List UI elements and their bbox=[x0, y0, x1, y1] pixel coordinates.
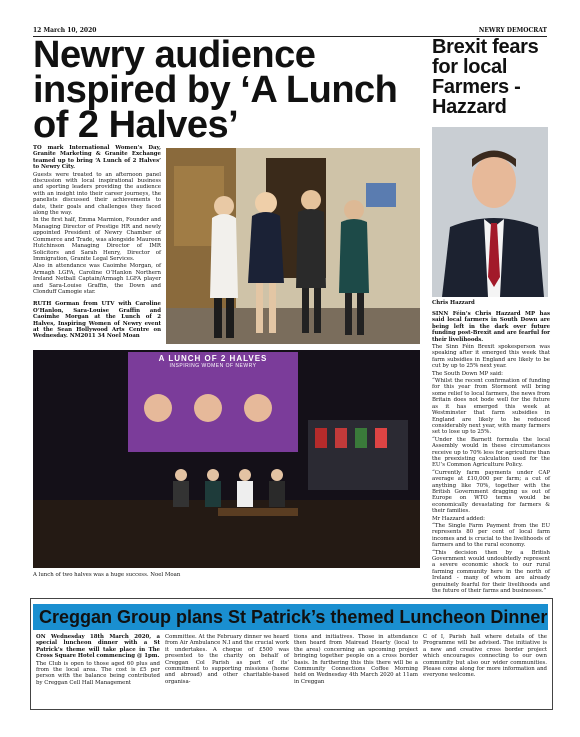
main-lead: TO mark International Women’s Day, Granite Marketing & Granite Exchange teamed up to bring ‘A Lunch of 2 Halves’ to Newry City. bbox=[33, 145, 161, 171]
bottom-col-2: Committee. At the February dinner we heard from Air Ambulance N.I and the crucial work it undertakes. A cheque of £500 was presented to the charity on behalf of Creggan Col Parish as part of its’ commitment to supporting missions (home and abroad) and other charitable-based organisa- bbox=[165, 634, 289, 685]
side-headline: Brexit fears for local Farmers - Hazzard bbox=[432, 36, 539, 118]
bottom-para: The Club is open to those aged 60 plus and from the local area. The cost is £5 per person with the balance being contributed by Creggan Cell Hall Management bbox=[36, 660, 160, 686]
side-para: Mr Hazzard added: bbox=[432, 515, 485, 522]
main-para: Also in attendance was Caoimhe Morgan, of Armagh LGFA, Caroline O’Hanlon Northern Ireland Netball Captain/Armagh LGFA player and Sara-Louise Graffin, the Down and Clonduff Camogie star. bbox=[33, 263, 161, 295]
bottom-col-3: tions and initiatives. Those in attendance then heard from Mairead Hearty (local to the area) concerning an upcoming project bringing together people on a cross border basis. In furthering this this there will be a Community Connections Coffee Morning held on Wednesday 4th March 2020 at 11am in Creggan bbox=[294, 634, 418, 685]
bottom-col-4: C of I, Parish hall where details of the Programme will be advised. The initiative is a new and creative cross border project which encourages connecting to our own community but also our wider communities. Please come along for more information and everyone welcome. bbox=[423, 634, 547, 679]
side-lead: SINN Féin’s Chris Hazzard MP has said local farmers in South Down are being left in the dark over future funding post-Brexit and are fearful for their livelihoods. bbox=[432, 311, 550, 343]
main-para: In the first half, Emma Marmion, Founder and Managing Director of Prestige HR and newly appointed President of Newry Chamber of Commerce and Trade, was alongside Maureen Hutchinson Managing Director of IMR Solicitors and Sarah Henry, Director of Immigration, Granite Legal Services. bbox=[33, 217, 161, 262]
bottom-headline-banner: Creggan Group plans St Patrick’s themed Luncheon Dinner bbox=[33, 604, 548, 630]
side-para: The South Down MP said: bbox=[432, 370, 503, 377]
side-para: The Sinn Féin Brexit spokesperson was speaking after it emerged this week that farm subsidies in England are likely to be cut by up to 25% next year. bbox=[432, 344, 550, 370]
paper-name: NEWRY DEMOCRAT bbox=[478, 27, 547, 34]
screen-subtitle: INSPIRING WOMEN OF NEWRY bbox=[169, 363, 257, 369]
side-para: “The Single Farm Payment from the EU represents 80 per cent of local farm incomes and is crucial to the livelihoods of farmers and to the rural economy. bbox=[432, 523, 550, 549]
group-photo bbox=[166, 148, 420, 344]
page-date: 12 March 10, 2020 bbox=[33, 27, 97, 34]
side-article-body bbox=[432, 311, 550, 595]
main-article-body bbox=[33, 145, 161, 341]
hazzard-photo-caption: Chris Hazzard bbox=[432, 300, 475, 306]
photo-caption-1: RUTH Gorman from UTV with Caroline O’Hanlon, Sara-Louise Graffin and Caoimhe Morgan at the Lunch of 2 Halves, Inspiring Women of Newry event at the Sean Hollywood Arts Centre on Wednesday. NM2011 34 Noel Moan bbox=[33, 301, 161, 340]
main-para: Guests were treated to an afternoon panel discussion with local inspirational business and sporting leaders providing the audience with an insight into their career journeys, the panelists discussed their achievements to date, their goals and challenges they faced along the way. bbox=[33, 171, 161, 217]
side-para: “Under the Barnett formula the local Assembly would in these circumstances receive up to 70% less for agriculture than the preexisting calculation used for the EU’s Common Agriculture Policy. bbox=[432, 436, 550, 469]
hazzard-photo bbox=[432, 127, 548, 297]
photo-caption-2: A lunch of two halves was a huge success. Noel Moan bbox=[33, 572, 181, 578]
side-para: “Whilst the recent confirmation of funding for this year from Stormont will bring some relief to local farmers, the news from Britain does not bode well for the future as it has emerged this week at Westminster that farm subsidies in England are likely to be reduced considerably next year, with many farmers set to lose up to 25%. bbox=[432, 378, 550, 436]
screen-title: A LUNCH OF 2 HALVES bbox=[158, 354, 268, 363]
side-para: “This decision then by a British Government would undoubtedly represent a severe economic shock to our rural farming community here in the north of Ireland - many of whom are already genuinely fearful for their livelihoods and the future of their farms and businesses.” bbox=[432, 549, 550, 595]
bottom-col-1 bbox=[36, 634, 160, 687]
side-para: “Currently farm payments under CAP average at £10,000 per farm; a cut of anything like 70%, together with the British Government dragging us out of Europe on WTO terms would be economically devastating for farmers & their families. bbox=[432, 469, 550, 515]
bottom-lead: ON Wednesday 18th March 2020, a special luncheon dinner with a St Patrick’s theme will take place in The Cross Square Hotel commencing @ 1pm. bbox=[36, 634, 160, 660]
stage-photo bbox=[33, 350, 420, 568]
main-headline: Newry audience inspired by ‘A Lunch of 2 Halves’ bbox=[33, 34, 398, 146]
